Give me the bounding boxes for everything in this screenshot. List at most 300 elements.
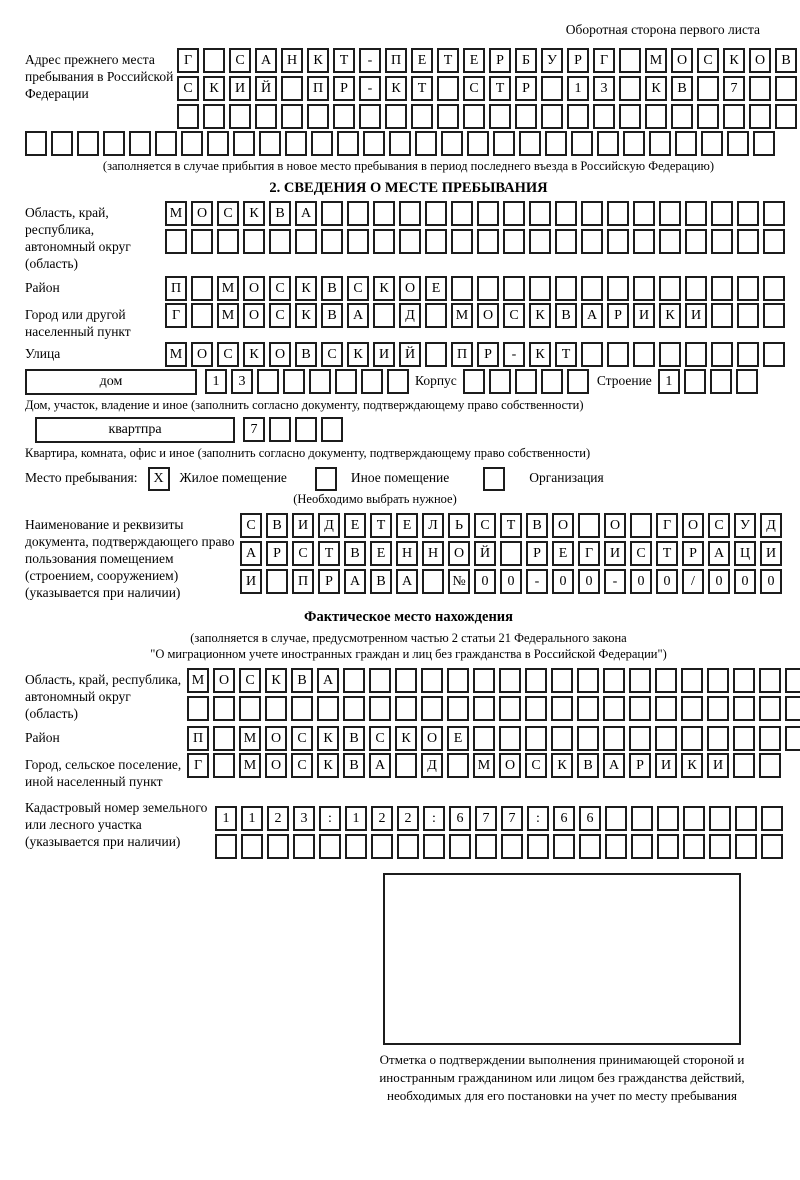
char-cell[interactable] xyxy=(181,131,203,156)
char-cell[interactable] xyxy=(423,834,445,859)
char-cell[interactable] xyxy=(285,131,307,156)
char-cell[interactable] xyxy=(321,201,343,226)
char-cell[interactable] xyxy=(711,342,733,367)
char-cell[interactable]: Д xyxy=(421,753,443,778)
char-cell[interactable]: С xyxy=(474,513,496,538)
char-cell[interactable] xyxy=(735,806,757,831)
char-cell[interactable]: А xyxy=(317,668,339,693)
char-cell[interactable]: 0 xyxy=(760,569,782,594)
char-cell[interactable]: О xyxy=(682,513,704,538)
char-cell[interactable] xyxy=(733,696,755,721)
char-cell[interactable] xyxy=(475,834,497,859)
char-cell[interactable]: И xyxy=(373,342,395,367)
char-cell[interactable] xyxy=(257,369,279,394)
char-cell[interactable] xyxy=(785,696,800,721)
char-cell[interactable]: М xyxy=(239,753,261,778)
char-cell[interactable] xyxy=(749,76,771,101)
char-cell[interactable] xyxy=(685,201,707,226)
char-cell[interactable]: К xyxy=(395,726,417,751)
char-cell[interactable]: В xyxy=(295,342,317,367)
char-cell[interactable] xyxy=(319,834,341,859)
char-cell[interactable] xyxy=(577,668,599,693)
char-cell[interactable] xyxy=(291,696,313,721)
char-cell[interactable] xyxy=(369,668,391,693)
char-cell[interactable] xyxy=(447,668,469,693)
checkbox-organizatsiya[interactable] xyxy=(483,467,505,491)
char-cell[interactable] xyxy=(733,726,755,751)
char-cell[interactable] xyxy=(735,834,757,859)
char-cell[interactable]: Ь xyxy=(448,513,470,538)
char-cell[interactable]: Й xyxy=(255,76,277,101)
char-cell[interactable]: И xyxy=(633,303,655,328)
char-cell[interactable]: О xyxy=(552,513,574,538)
char-cell[interactable] xyxy=(675,131,697,156)
char-cell[interactable]: С xyxy=(217,201,239,226)
char-cell[interactable] xyxy=(551,668,573,693)
char-cell[interactable]: С xyxy=(321,342,343,367)
char-cell[interactable] xyxy=(659,342,681,367)
char-cell[interactable] xyxy=(525,726,547,751)
char-cell[interactable] xyxy=(519,131,541,156)
char-cell[interactable] xyxy=(399,229,421,254)
char-cell[interactable] xyxy=(503,229,525,254)
char-cell[interactable] xyxy=(77,131,99,156)
char-cell[interactable] xyxy=(473,668,495,693)
char-cell[interactable] xyxy=(473,696,495,721)
char-cell[interactable] xyxy=(395,753,417,778)
char-cell[interactable] xyxy=(422,569,444,594)
char-cell[interactable]: Т xyxy=(333,48,355,73)
char-cell[interactable] xyxy=(421,696,443,721)
char-cell[interactable] xyxy=(265,696,287,721)
char-cell[interactable] xyxy=(629,668,651,693)
char-cell[interactable] xyxy=(425,303,447,328)
char-cell[interactable]: О xyxy=(213,668,235,693)
char-cell[interactable] xyxy=(707,696,729,721)
char-cell[interactable] xyxy=(437,76,459,101)
char-cell[interactable]: С xyxy=(217,342,239,367)
char-cell[interactable]: О xyxy=(269,342,291,367)
char-cell[interactable]: К xyxy=(529,342,551,367)
char-cell[interactable]: К xyxy=(347,342,369,367)
char-cell[interactable] xyxy=(659,276,681,301)
char-cell[interactable]: 0 xyxy=(708,569,730,594)
char-cell[interactable] xyxy=(267,834,289,859)
char-cell[interactable] xyxy=(155,131,177,156)
char-cell[interactable] xyxy=(333,104,355,129)
char-cell[interactable]: 1 xyxy=(567,76,589,101)
char-cell[interactable] xyxy=(345,834,367,859)
char-cell[interactable] xyxy=(373,303,395,328)
char-cell[interactable]: Р xyxy=(629,753,651,778)
char-cell[interactable] xyxy=(633,342,655,367)
char-cell[interactable] xyxy=(441,131,463,156)
char-cell[interactable]: А xyxy=(603,753,625,778)
char-cell[interactable]: С xyxy=(697,48,719,73)
char-cell[interactable]: А xyxy=(240,541,262,566)
char-cell[interactable]: Р xyxy=(477,342,499,367)
char-cell[interactable]: Й xyxy=(474,541,496,566)
char-cell[interactable]: Г xyxy=(593,48,615,73)
char-cell[interactable] xyxy=(449,834,471,859)
char-cell[interactable]: - xyxy=(503,342,525,367)
char-cell[interactable] xyxy=(447,753,469,778)
char-cell[interactable]: О xyxy=(265,753,287,778)
char-cell[interactable]: М xyxy=(187,668,209,693)
char-cell[interactable]: О xyxy=(477,303,499,328)
char-cell[interactable] xyxy=(593,104,615,129)
char-cell[interactable]: К xyxy=(243,201,265,226)
char-cell[interactable]: Е xyxy=(425,276,447,301)
char-cell[interactable] xyxy=(681,696,703,721)
char-cell[interactable] xyxy=(733,668,755,693)
char-cell[interactable] xyxy=(581,276,603,301)
char-cell[interactable] xyxy=(451,229,473,254)
char-cell[interactable]: Р xyxy=(333,76,355,101)
char-cell[interactable]: Р xyxy=(318,569,340,594)
char-cell[interactable]: В xyxy=(671,76,693,101)
char-cell[interactable] xyxy=(541,369,563,394)
char-cell[interactable] xyxy=(493,131,515,156)
char-cell[interactable]: В xyxy=(370,569,392,594)
char-cell[interactable] xyxy=(463,369,485,394)
char-cell[interactable] xyxy=(165,229,187,254)
char-cell[interactable] xyxy=(645,104,667,129)
char-cell[interactable] xyxy=(753,131,775,156)
char-cell[interactable]: П xyxy=(292,569,314,594)
char-cell[interactable] xyxy=(759,726,781,751)
char-cell[interactable] xyxy=(207,131,229,156)
char-cell[interactable]: Т xyxy=(318,541,340,566)
char-cell[interactable] xyxy=(525,696,547,721)
char-cell[interactable]: Е xyxy=(344,513,366,538)
char-cell[interactable] xyxy=(369,696,391,721)
char-cell[interactable]: М xyxy=(451,303,473,328)
char-cell[interactable] xyxy=(685,342,707,367)
char-cell[interactable] xyxy=(421,668,443,693)
char-cell[interactable] xyxy=(463,104,485,129)
char-cell[interactable] xyxy=(177,104,199,129)
char-cell[interactable]: С xyxy=(291,726,313,751)
char-cell[interactable]: К xyxy=(645,76,667,101)
char-cell[interactable]: О xyxy=(243,303,265,328)
char-cell[interactable]: М xyxy=(645,48,667,73)
char-cell[interactable] xyxy=(359,104,381,129)
char-cell[interactable]: И xyxy=(685,303,707,328)
char-cell[interactable] xyxy=(649,131,671,156)
char-cell[interactable]: Г xyxy=(578,541,600,566)
char-cell[interactable] xyxy=(761,834,783,859)
char-cell[interactable]: Н xyxy=(422,541,444,566)
char-cell[interactable]: В xyxy=(577,753,599,778)
char-cell[interactable] xyxy=(293,834,315,859)
char-cell[interactable] xyxy=(683,806,705,831)
char-cell[interactable] xyxy=(541,76,563,101)
char-cell[interactable] xyxy=(499,696,521,721)
char-cell[interactable] xyxy=(711,276,733,301)
char-cell[interactable] xyxy=(683,834,705,859)
char-cell[interactable] xyxy=(785,668,800,693)
char-cell[interactable] xyxy=(203,48,225,73)
char-cell[interactable] xyxy=(477,229,499,254)
char-cell[interactable]: Г xyxy=(165,303,187,328)
char-cell[interactable]: А xyxy=(369,753,391,778)
char-cell[interactable] xyxy=(763,276,785,301)
char-cell[interactable] xyxy=(311,131,333,156)
char-cell[interactable]: О xyxy=(421,726,443,751)
char-cell[interactable]: В xyxy=(321,303,343,328)
char-cell[interactable]: М xyxy=(239,726,261,751)
char-cell[interactable] xyxy=(187,696,209,721)
char-cell[interactable] xyxy=(681,726,703,751)
char-cell[interactable]: А xyxy=(708,541,730,566)
char-cell[interactable] xyxy=(761,806,783,831)
char-cell[interactable]: 0 xyxy=(552,569,574,594)
char-cell[interactable] xyxy=(577,726,599,751)
char-cell[interactable] xyxy=(281,76,303,101)
char-cell[interactable]: - xyxy=(359,76,381,101)
char-cell[interactable]: Т xyxy=(555,342,577,367)
char-cell[interactable] xyxy=(503,276,525,301)
char-cell[interactable]: В xyxy=(555,303,577,328)
char-cell[interactable] xyxy=(217,229,239,254)
char-cell[interactable] xyxy=(709,806,731,831)
char-cell[interactable] xyxy=(655,668,677,693)
char-cell[interactable]: О xyxy=(243,276,265,301)
char-cell[interactable] xyxy=(415,131,437,156)
char-cell[interactable]: С xyxy=(269,276,291,301)
char-cell[interactable]: Т xyxy=(437,48,459,73)
char-cell[interactable]: И xyxy=(229,76,251,101)
char-cell[interactable] xyxy=(363,131,385,156)
char-cell[interactable]: : xyxy=(319,806,341,831)
char-cell[interactable]: 7 xyxy=(243,417,265,442)
char-cell[interactable]: Е xyxy=(411,48,433,73)
char-cell[interactable]: К xyxy=(295,276,317,301)
char-cell[interactable] xyxy=(737,342,759,367)
char-cell[interactable] xyxy=(597,131,619,156)
char-cell[interactable]: С xyxy=(292,541,314,566)
char-cell[interactable] xyxy=(671,104,693,129)
char-cell[interactable]: 1 xyxy=(241,806,263,831)
char-cell[interactable]: К xyxy=(317,753,339,778)
char-cell[interactable]: Т xyxy=(411,76,433,101)
char-cell[interactable]: Г xyxy=(187,753,209,778)
char-cell[interactable] xyxy=(775,76,797,101)
char-cell[interactable]: Т xyxy=(489,76,511,101)
char-cell[interactable] xyxy=(631,806,653,831)
char-cell[interactable]: 0 xyxy=(656,569,678,594)
char-cell[interactable]: П xyxy=(307,76,329,101)
char-cell[interactable] xyxy=(697,76,719,101)
char-cell[interactable] xyxy=(578,513,600,538)
char-cell[interactable]: В xyxy=(343,753,365,778)
char-cell[interactable] xyxy=(607,342,629,367)
char-cell[interactable] xyxy=(473,726,495,751)
char-cell[interactable]: К xyxy=(307,48,329,73)
char-cell[interactable]: А xyxy=(295,201,317,226)
char-cell[interactable]: П xyxy=(385,48,407,73)
char-cell[interactable] xyxy=(451,201,473,226)
char-cell[interactable]: К xyxy=(373,276,395,301)
char-cell[interactable] xyxy=(555,276,577,301)
char-cell[interactable] xyxy=(129,131,151,156)
char-cell[interactable] xyxy=(655,696,677,721)
char-cell[interactable] xyxy=(737,201,759,226)
char-cell[interactable] xyxy=(411,104,433,129)
char-cell[interactable] xyxy=(347,201,369,226)
char-cell[interactable]: С xyxy=(525,753,547,778)
char-cell[interactable] xyxy=(529,201,551,226)
char-cell[interactable] xyxy=(684,369,706,394)
char-cell[interactable]: Г xyxy=(177,48,199,73)
char-cell[interactable]: 3 xyxy=(593,76,615,101)
char-cell[interactable] xyxy=(233,131,255,156)
char-cell[interactable] xyxy=(343,668,365,693)
char-cell[interactable]: В xyxy=(321,276,343,301)
char-cell[interactable] xyxy=(631,834,653,859)
char-cell[interactable] xyxy=(500,541,522,566)
checkbox-inoe[interactable] xyxy=(315,467,337,491)
char-cell[interactable] xyxy=(281,104,303,129)
char-cell[interactable]: Т xyxy=(656,541,678,566)
char-cell[interactable] xyxy=(581,229,603,254)
char-cell[interactable]: И xyxy=(707,753,729,778)
char-cell[interactable]: У xyxy=(541,48,563,73)
char-cell[interactable]: М xyxy=(473,753,495,778)
char-cell[interactable] xyxy=(321,229,343,254)
char-cell[interactable] xyxy=(579,834,601,859)
char-cell[interactable]: 1 xyxy=(345,806,367,831)
char-cell[interactable]: У xyxy=(734,513,756,538)
char-cell[interactable] xyxy=(243,229,265,254)
char-cell[interactable]: С xyxy=(291,753,313,778)
char-cell[interactable] xyxy=(229,104,251,129)
char-cell[interactable] xyxy=(361,369,383,394)
char-cell[interactable] xyxy=(467,131,489,156)
char-cell[interactable]: В xyxy=(291,668,313,693)
char-cell[interactable] xyxy=(397,834,419,859)
char-cell[interactable]: Р xyxy=(567,48,589,73)
char-cell[interactable]: Н xyxy=(281,48,303,73)
char-cell[interactable]: 1 xyxy=(215,806,237,831)
char-cell[interactable] xyxy=(425,201,447,226)
char-cell[interactable] xyxy=(515,104,537,129)
char-cell[interactable]: О xyxy=(749,48,771,73)
char-cell[interactable]: А xyxy=(255,48,277,73)
char-cell[interactable]: О xyxy=(604,513,626,538)
char-cell[interactable]: 0 xyxy=(630,569,652,594)
char-cell[interactable]: : xyxy=(527,806,549,831)
char-cell[interactable]: Д xyxy=(760,513,782,538)
char-cell[interactable] xyxy=(499,726,521,751)
char-cell[interactable] xyxy=(499,668,521,693)
char-cell[interactable] xyxy=(581,342,603,367)
char-cell[interactable]: - xyxy=(359,48,381,73)
char-cell[interactable] xyxy=(371,834,393,859)
char-cell[interactable] xyxy=(657,806,679,831)
char-cell[interactable] xyxy=(607,229,629,254)
char-cell[interactable] xyxy=(763,342,785,367)
char-cell[interactable]: С xyxy=(177,76,199,101)
char-cell[interactable]: К xyxy=(723,48,745,73)
char-cell[interactable] xyxy=(605,834,627,859)
char-cell[interactable]: К xyxy=(243,342,265,367)
char-cell[interactable] xyxy=(633,229,655,254)
char-cell[interactable] xyxy=(697,104,719,129)
char-cell[interactable] xyxy=(283,369,305,394)
char-cell[interactable] xyxy=(425,229,447,254)
char-cell[interactable] xyxy=(605,806,627,831)
char-cell[interactable] xyxy=(571,131,593,156)
char-cell[interactable] xyxy=(335,369,357,394)
char-cell[interactable] xyxy=(737,229,759,254)
char-cell[interactable] xyxy=(629,726,651,751)
char-cell[interactable]: К xyxy=(385,76,407,101)
char-cell[interactable] xyxy=(603,668,625,693)
char-cell[interactable]: Р xyxy=(682,541,704,566)
char-cell[interactable] xyxy=(191,303,213,328)
char-cell[interactable]: 1 xyxy=(205,369,227,394)
char-cell[interactable]: О xyxy=(265,726,287,751)
char-cell[interactable] xyxy=(295,417,317,442)
char-cell[interactable]: 3 xyxy=(293,806,315,831)
char-cell[interactable] xyxy=(399,201,421,226)
char-cell[interactable]: Е xyxy=(396,513,418,538)
char-cell[interactable]: И xyxy=(655,753,677,778)
char-cell[interactable]: Ц xyxy=(734,541,756,566)
char-cell[interactable] xyxy=(387,369,409,394)
char-cell[interactable] xyxy=(477,276,499,301)
char-cell[interactable]: Е xyxy=(463,48,485,73)
char-cell[interactable]: И xyxy=(240,569,262,594)
char-cell[interactable] xyxy=(759,753,781,778)
char-cell[interactable]: О xyxy=(499,753,521,778)
char-cell[interactable]: С xyxy=(269,303,291,328)
char-cell[interactable] xyxy=(191,276,213,301)
char-cell[interactable] xyxy=(630,513,652,538)
char-cell[interactable]: 7 xyxy=(501,806,523,831)
char-cell[interactable]: 6 xyxy=(579,806,601,831)
char-cell[interactable]: П xyxy=(165,276,187,301)
char-cell[interactable] xyxy=(337,131,359,156)
char-cell[interactable] xyxy=(269,229,291,254)
char-cell[interactable] xyxy=(737,303,759,328)
char-cell[interactable]: Р xyxy=(489,48,511,73)
char-cell[interactable]: 6 xyxy=(553,806,575,831)
char-cell[interactable]: И xyxy=(292,513,314,538)
char-cell[interactable] xyxy=(657,834,679,859)
char-cell[interactable]: К xyxy=(295,303,317,328)
char-cell[interactable] xyxy=(685,229,707,254)
char-cell[interactable] xyxy=(785,726,800,751)
char-cell[interactable] xyxy=(733,753,755,778)
char-cell[interactable]: 0 xyxy=(474,569,496,594)
char-cell[interactable] xyxy=(373,201,395,226)
char-cell[interactable] xyxy=(203,104,225,129)
char-cell[interactable] xyxy=(347,229,369,254)
char-cell[interactable] xyxy=(501,834,523,859)
char-cell[interactable]: Д xyxy=(399,303,421,328)
char-cell[interactable]: О xyxy=(399,276,421,301)
char-cell[interactable]: 3 xyxy=(231,369,253,394)
char-cell[interactable] xyxy=(567,369,589,394)
char-cell[interactable] xyxy=(709,834,731,859)
char-cell[interactable] xyxy=(711,201,733,226)
char-cell[interactable] xyxy=(103,131,125,156)
char-cell[interactable] xyxy=(437,104,459,129)
char-cell[interactable] xyxy=(213,696,235,721)
